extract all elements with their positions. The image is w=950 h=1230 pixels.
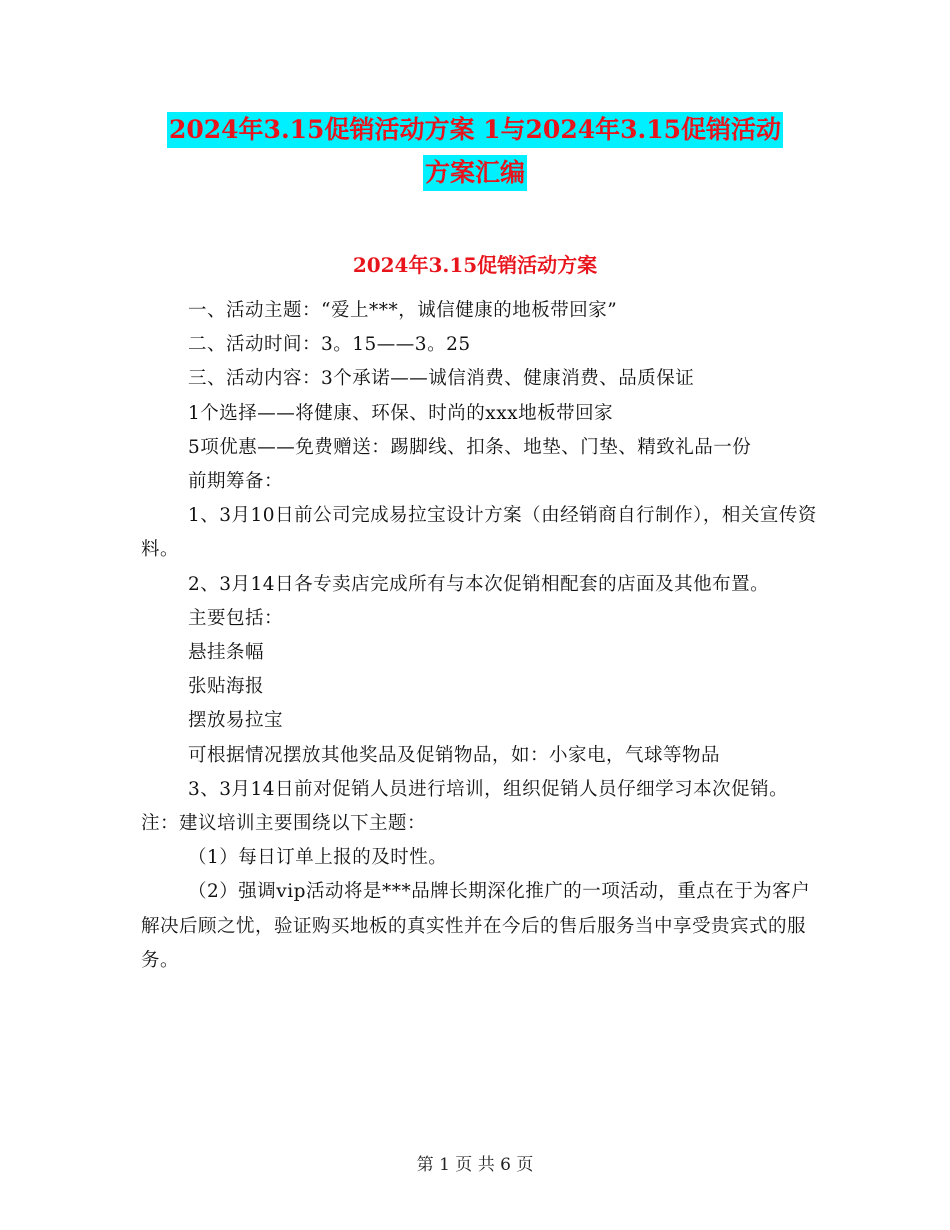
- list-item-rollup: 摆放易拉宝: [188, 710, 284, 732]
- document-title: [0, 112, 950, 191]
- list-item-banner: 悬挂条幅: [188, 642, 265, 664]
- paragraph-time: 二、活动时间：3。15——3。25: [188, 334, 471, 356]
- paragraph-training-2: （2）强调vip活动将是***品牌长期深化推广的一项活动，重点在于为客户解决后顾之忧，验证购买地板的真实性并在今后的售后服务当中享受贵宾式的服务。: [141, 881, 811, 971]
- paragraph-step-3: 3、3月14日前对促销人员进行培训，组织促销人员仔细学习本次促销。注：建议培训主要围绕以下主题：: [141, 778, 789, 835]
- title-line-2: 方案汇编: [423, 155, 527, 191]
- title-line-1: 2024年3.15促销活动方案 1与2024年3.15促销活动: [167, 112, 783, 148]
- list-item-poster: 张贴海报: [188, 676, 265, 698]
- page-footer: 第 1 页 共 6 页: [416, 1155, 534, 1175]
- paragraph-preparation: 前期筹备：: [188, 471, 284, 493]
- paragraph-includes: 主要包括：: [188, 607, 284, 629]
- paragraph-other-items: 可根据情况摆放其他奖品及促销物品，如：小家电，气球等物品: [188, 744, 721, 766]
- section-heading: 2024年3.15促销活动方案: [352, 253, 598, 277]
- paragraph-step-1: 1、3月10日前公司完成易拉宝设计方案（由经销商自行制作），相关宣传资料。: [141, 505, 817, 561]
- paragraph-theme: 一、活动主题：“爱上***，诚信健康的地板带回家”: [188, 300, 618, 321]
- paragraph-training-1: （1）每日订单上报的及时性。: [188, 847, 448, 869]
- paragraph-content: 三、活动内容：3个承诺——诚信消费、健康消费、品质保证: [188, 368, 695, 390]
- paragraph-choice: 1个选择——将健康、环保、时尚的xxx地板带回家: [188, 402, 614, 424]
- document-body: [141, 294, 821, 978]
- paragraph-step-2: 2、3月14日各专卖店完成所有与本次促销相配套的店面及其他布置。: [188, 573, 770, 595]
- paragraph-offers: 5项优惠——免费赠送：踢脚线、扣条、地垫、门垫、精致礼品一份: [188, 436, 752, 458]
